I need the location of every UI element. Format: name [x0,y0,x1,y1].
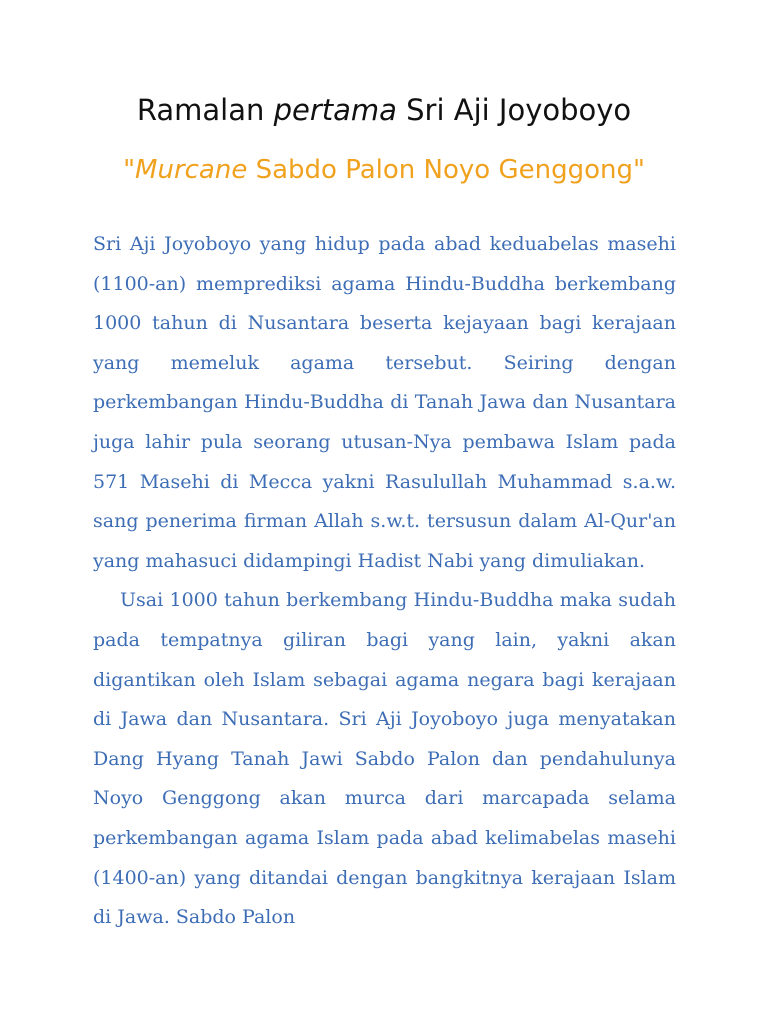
subtitle-rest: Sabdo Palon Noyo Genggong" [247,155,645,185]
title-part-1: Ramalan [136,93,274,127]
document-title [0,88,768,132]
subtitle-open-quote: " [123,155,136,185]
document-subtitle [0,148,768,192]
paragraph-2: Usai 1000 tahun berkembang Hindu-Buddha maka sudah pada tempatnya giliran bagi yang lain, yakni akan digantikan oleh Islam sebagai agama negara bagi kerajaan di Jawa dan Nusantara. Sri Aji Joyoboyo juga menyatakan Dang Hyang Tanah Jawi Sabdo Palon dan pendahulunya Noyo Genggong akan murca dari marcapada selama perkembangan agama Islam pada abad kelimabelas masehi (1400-an) yang ditandai dengan bangkitnya kerajaan Islam di Jawa. Sabdo Palon [93,589,676,929]
paragraph-1: Sri Aji Joyoboyo yang hidup pada abad keduabelas masehi (1100-an) memprediksi agama Hindu-Buddha berkembang 1000 tahun di Nusantara beserta kejayaan bagi kerajaan yang memeluk agama tersebut. Seiring dengan perkembangan Hindu-Buddha di Tanah Jawa dan Nusantara juga lahir pula seorang utusan-Nya pembawa Islam pada 571 Masehi di Mecca yakni Rasulullah Muhammad s.a.w. sang penerima firman Allah s.w.t. tersusun dalam Al-Qur'an yang mahasuci didampingi Hadist Nabi yang dimuliakan. [93,233,676,572]
title-italic-word: pertama [273,93,397,127]
title-part-2: Sri Aji Joyoboyo [396,93,632,127]
body-text [93,225,676,938]
subtitle-italic-word: Murcane [135,155,248,185]
